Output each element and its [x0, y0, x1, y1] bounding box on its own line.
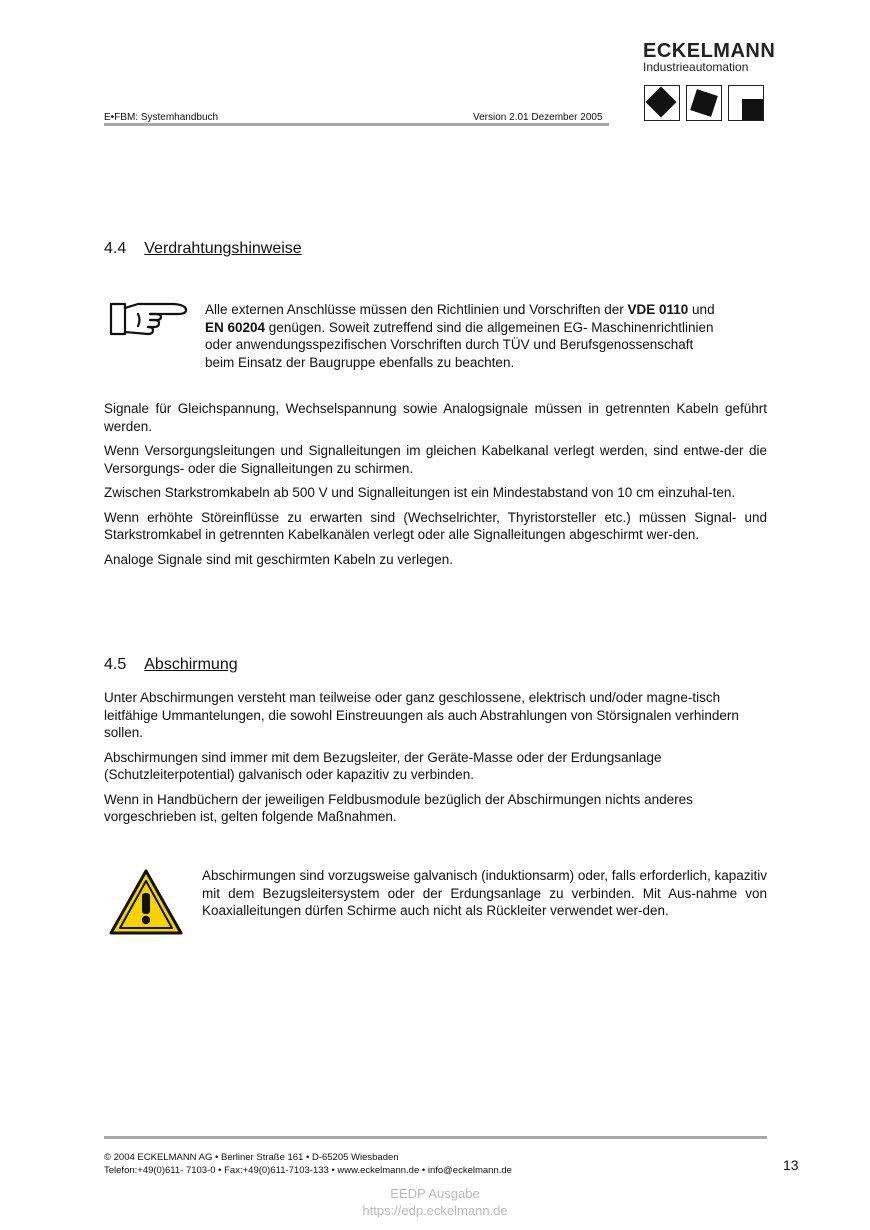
note-line-2: EN 60204 genügen. Soweit zutreffend sind die allgemeinen EG- Maschinenrichtlinien — [205, 319, 714, 335]
header-rule — [104, 123, 609, 126]
footer-line-2: Telefon:+49(0)611- 7103-0 • Fax:+49(0)611-7103-133 • www.eckelmann.de • info@eckelmann.de — [104, 1165, 512, 1176]
logo-name: ECKELMANN — [643, 40, 776, 62]
watermark — [285, 1185, 585, 1219]
footer-rule — [104, 1136, 767, 1139]
paragraph: Zwischen Starkstromkabeln ab 500 V und Signalleitungen ist ein Mindestabstand von 10 cm einzuhal-ten. — [104, 485, 736, 500]
section-4-5-body — [104, 689, 767, 833]
logo-subtitle: Industrieautomation — [643, 60, 749, 74]
section-number: 4.4 — [104, 240, 127, 257]
note-line-4: beim Einsatz der Baugruppe ebenfalls zu beachten. — [205, 354, 515, 370]
section-title: Abschirmung — [144, 656, 238, 673]
shielding-warning-text: Abschirmungen sind vorzugsweise galvanisch (induktionsarm) oder, falls erforderlich, kapazitiv mit dem Bezugsleitersystem oder der Erdungsanlage zu verbinden. Mit Aus-nahme von Koaxialleitungen dürfen Schirme auch nicht als Rückleiter verwendet wer-den. — [202, 868, 768, 918]
warning-triangle-icon — [108, 868, 184, 936]
section-4-4-heading — [104, 240, 302, 258]
header-version: Version 2.01 Dezember 2005 — [473, 112, 603, 123]
note-vde-ref: VDE 0110 — [627, 302, 689, 317]
page-number: 13 — [783, 1157, 799, 1173]
logo-square-2 — [686, 85, 722, 121]
paragraph: Wenn in Handbüchern der jeweiligen Feldbusmodule bezüglich der Abschirmungen nichts anderes vorgeschrieben ist, gelten folgende Maßnahmen. — [104, 791, 693, 824]
pointing-hand-icon — [108, 296, 190, 340]
paragraph: Abschirmungen sind immer mit dem Bezugsleiter, der Geräte-Masse oder der Erdungsanlage (Schutzleiterpotential) galvanisch oder kapazitiv zu verbinden. — [104, 749, 662, 782]
paragraph: Analoge Signale sind mit geschirmten Kabeln zu verlegen. — [104, 551, 453, 567]
footer-address — [104, 1151, 512, 1177]
section-title: Verdrahtungshinweise — [144, 240, 302, 257]
header-document-title: E•FBM: Systemhandbuch — [104, 112, 219, 123]
logo-square-1 — [644, 85, 680, 121]
footer-line-1: © 2004 ECKELMANN AG • Berliner Straße 161 • D-65205 Wiesbaden — [104, 1152, 399, 1163]
section-4-4-body — [104, 400, 767, 575]
section-4-5-heading — [104, 656, 238, 674]
paragraph: Signale für Gleichspannung, Wechselspannung sowie Analogsignale müssen in getrennten Kabeln geführt werden. — [104, 401, 767, 434]
paragraph: Wenn Versorgungsleitungen und Signalleitungen im gleichen Kabelkanal verlegt werden, sind entwe-der die Versorgungs- oder die Signalleitungen zu schirmen. — [104, 443, 767, 476]
section-number: 4.5 — [104, 656, 127, 673]
wiring-note — [205, 301, 770, 371]
watermark-line-2: https://edp.eckelmann.de — [362, 1203, 508, 1218]
paragraph: Wenn erhöhte Störeinflüsse zu erwarten sind (Wechselrichter, Thyristorsteller etc.) müssen Signal- und Starkstromkabel in getrennten Kabelkanälen verlegt oder alle Signalleitungen abgeschirmt wer-den. — [104, 509, 767, 542]
logo-squares — [642, 82, 768, 124]
watermark-line-1: EEDP Ausgabe — [390, 1186, 480, 1201]
note-line-1: Alle externen Anschlüsse müssen den Richtlinien und Vorschriften der VDE 0110 und — [205, 302, 715, 317]
paragraph: Unter Abschirmungen versteht man teilweise oder ganz geschlossene, elektrisch und/oder magne-tisch leitfähige Ummantelungen, die sowohl Einstreuungen als auch Abstrahlungen von Störsignalen verhindern sollen. — [104, 690, 739, 740]
note-line-3: oder anwendungsspezifischen Vorschriften durch TÜV und Berufsgenossenschaft — [205, 337, 694, 352]
note-en-ref: EN 60204 — [205, 319, 266, 335]
logo-square-3 — [728, 85, 764, 121]
